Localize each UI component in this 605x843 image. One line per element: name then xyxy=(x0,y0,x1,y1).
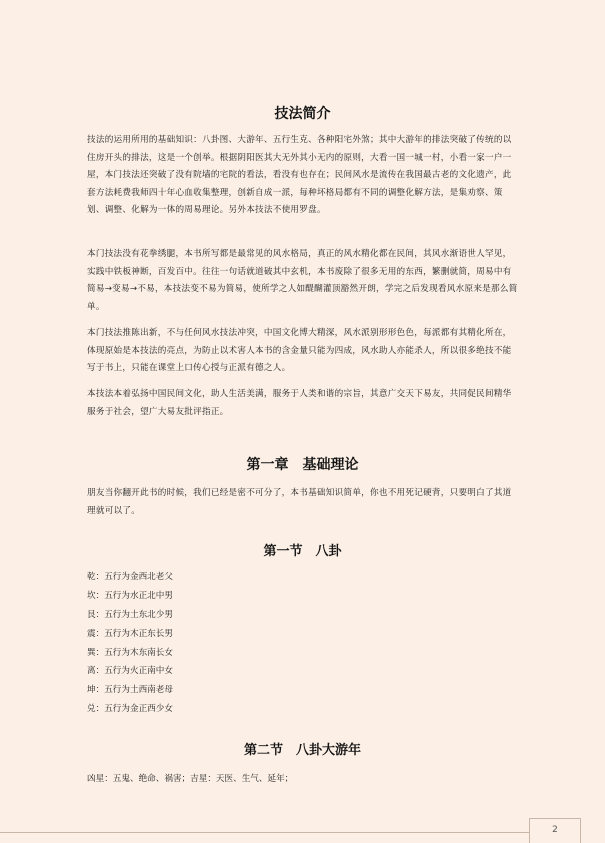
trigram-li: 离：五行为火正南中女 xyxy=(87,666,173,677)
page-number: 2 xyxy=(529,818,581,843)
section-2-text-wrap xyxy=(87,770,387,789)
trigram-xun: 巽：五行为木东南长女 xyxy=(87,647,173,658)
intro-paragraph-3: 本门技法推陈出新，不与任何风水技法冲突，中国文化博大精深，风水派别形形色色，每派都有其精化所在，体现原始是本技法的亮点，为防止以术害人本书的含金量只能为四成，风水助人亦能杀人，所以很多绝技不能写于书上，只能在课堂上口传心授与正派有德之人。 xyxy=(87,328,512,374)
trigram-dui: 兑：五行为金正西少女 xyxy=(87,704,173,715)
trigram-qian: 乾：五行为金西北老父 xyxy=(87,572,173,582)
intro-paragraph-2: 本门技法没有花拳绣腿，本书所写都是最常见的风水格局，真正的风水精化都在民间，其风水渐语世人罕见，实践中铁板神断，百发百中。往往一句话就道破其中玄机，本书废除了很多无用的东西，繁删就简，周易中有简易→变易→不易，本技法变不易为简易，使所学之人如醍醐灌顶豁然开朗，学完之后发现看风水原来是那么简单。 xyxy=(87,249,518,312)
footer-divider xyxy=(0,832,530,833)
trigram-kun: 坤：五行为土西南老母 xyxy=(87,685,173,696)
chapter-1-title: 第一章 基础理论 xyxy=(246,457,359,473)
trigram-gen: 艮：五行为土东北少男 xyxy=(87,609,173,620)
intro-title: 技法简介 xyxy=(274,106,331,122)
section-2-text: 凶星：五鬼、绝命、祸害；吉星：天医、生气、延年； xyxy=(87,774,294,784)
section-2-title: 第二节 八卦大游年 xyxy=(243,743,361,758)
chapter-1-paragraph: 朋友当你翻开此书的时候，我们已经是密不可分了，本书基础知识简单，你也不用死记硬背，只要明白了其道理就可以了。 xyxy=(87,488,512,516)
section-1-title: 第一节 八卦 xyxy=(263,544,342,559)
intro-paragraph-1: 技法的运用所用的基础知识：八卦图、大游年、五行生克、各种阳宅外煞；其中大游年的排法突破了传统的以住房开头的排法，这是一个创举。根据阴阳医其大无外其小无内的原则，大看一国一城一村，小看一家一户一屋，本门技法还突破了没有院墙的宅院的看法，看没有也存在；民间风水是流传在我国最古老的文化遗产，此套方法耗费我师四十年心血收集整理，创新自成一派，每种坏格局都有不同的调整化解方法，是集劝察、策划、调整、化解为一体的周易理论。另外本技法不使用罗盘。 xyxy=(87,135,512,216)
trigram-kan: 坎：五行为水正北中男 xyxy=(87,590,173,601)
trigram-zhen: 震：五行为木正东长男 xyxy=(87,628,173,639)
intro-paragraph-4: 本技法本着弘扬中国民间文化，助人生活美满，服务于人类和谐的宗旨，其意广交天下易友，共同促民间精华服务于社会，望广大易友批评指正。 xyxy=(87,389,512,417)
trigram-list xyxy=(87,568,387,719)
